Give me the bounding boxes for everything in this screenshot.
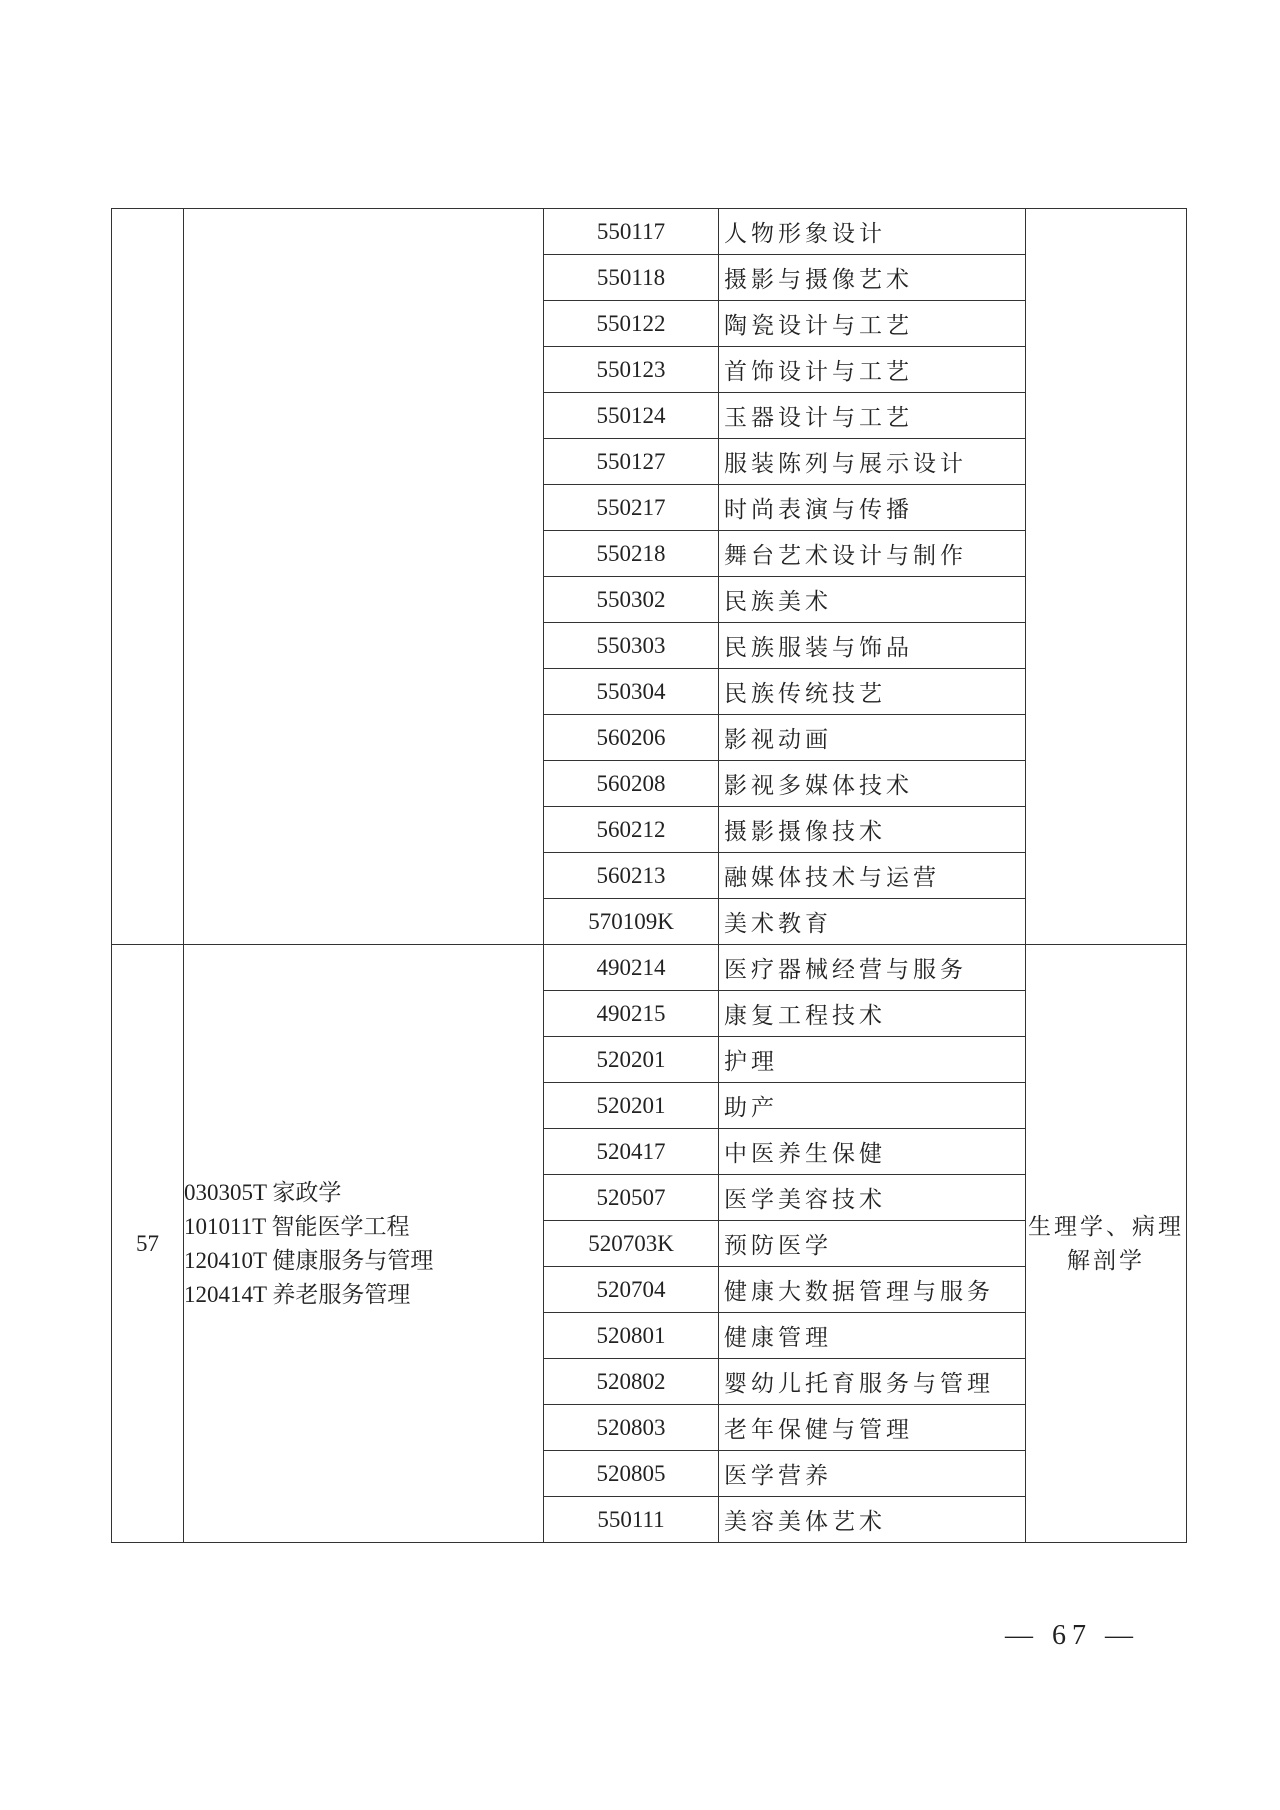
vocational-code: 550304 <box>544 669 719 715</box>
vocational-name: 医疗器械经营与服务 <box>719 945 1026 991</box>
vocational-code: 490214 <box>544 945 719 991</box>
vocational-code: 520201 <box>544 1037 719 1083</box>
vocational-name: 服装陈列与展示设计 <box>719 439 1026 485</box>
vocational-name: 健康大数据管理与服务 <box>719 1267 1026 1313</box>
undergrad-majors <box>184 945 544 1543</box>
vocational-code: 550127 <box>544 439 719 485</box>
undergrad-major: 120414T 养老服务管理 <box>184 1281 411 1307</box>
group-number-cell <box>112 209 184 945</box>
vocational-code: 550111 <box>544 1497 719 1543</box>
vocational-name: 影视多媒体技术 <box>719 761 1026 807</box>
vocational-name: 玉器设计与工艺 <box>719 393 1026 439</box>
vocational-name: 影视动画 <box>719 715 1026 761</box>
vocational-name: 中医养生保健 <box>719 1129 1026 1175</box>
group-number: 57 <box>112 945 184 1543</box>
vocational-code: 520802 <box>544 1359 719 1405</box>
vocational-name: 医学美容技术 <box>719 1175 1026 1221</box>
vocational-code: 550218 <box>544 531 719 577</box>
vocational-code: 550303 <box>544 623 719 669</box>
vocational-name: 美术教育 <box>719 899 1026 945</box>
vocational-code: 520507 <box>544 1175 719 1221</box>
vocational-code: 550217 <box>544 485 719 531</box>
vocational-name: 健康管理 <box>719 1313 1026 1359</box>
vocational-code: 520805 <box>544 1451 719 1497</box>
table-row <box>112 945 1187 991</box>
vocational-name: 老年保健与管理 <box>719 1405 1026 1451</box>
vocational-name: 首饰设计与工艺 <box>719 347 1026 393</box>
exam-course <box>1026 945 1187 1543</box>
vocational-name: 民族服装与饰品 <box>719 623 1026 669</box>
vocational-name: 陶瓷设计与工艺 <box>719 301 1026 347</box>
vocational-name: 预防医学 <box>719 1221 1026 1267</box>
vocational-name: 人物形象设计 <box>719 209 1026 255</box>
vocational-code: 550302 <box>544 577 719 623</box>
vocational-code: 520801 <box>544 1313 719 1359</box>
vocational-code: 570109K <box>544 899 719 945</box>
course-cell <box>1026 209 1187 945</box>
vocational-code: 550118 <box>544 255 719 301</box>
vocational-code: 490215 <box>544 991 719 1037</box>
vocational-name: 医学营养 <box>719 1451 1026 1497</box>
vocational-name: 融媒体技术与运营 <box>719 853 1026 899</box>
undergrad-major: 101011T 智能医学工程 <box>184 1213 410 1239</box>
vocational-code: 520704 <box>544 1267 719 1313</box>
vocational-name: 时尚表演与传播 <box>719 485 1026 531</box>
vocational-code: 550122 <box>544 301 719 347</box>
vocational-code: 550123 <box>544 347 719 393</box>
undergrad-majors-cell <box>184 209 544 945</box>
vocational-name: 民族传统技艺 <box>719 669 1026 715</box>
vocational-name: 康复工程技术 <box>719 991 1026 1037</box>
vocational-name: 婴幼儿托育服务与管理 <box>719 1359 1026 1405</box>
page-number: — 67 — <box>1005 1620 1139 1651</box>
vocational-code: 560213 <box>544 853 719 899</box>
vocational-code: 550124 <box>544 393 719 439</box>
table-row <box>112 209 1187 255</box>
undergrad-major: 120410T 健康服务与管理 <box>184 1247 434 1273</box>
vocational-code: 560212 <box>544 807 719 853</box>
vocational-name: 美容美体艺术 <box>719 1497 1026 1543</box>
vocational-code: 550117 <box>544 209 719 255</box>
vocational-name: 护理 <box>719 1037 1026 1083</box>
exam-course-text: 生理学、病理 <box>1028 1213 1184 1239</box>
vocational-code: 520417 <box>544 1129 719 1175</box>
vocational-code: 560206 <box>544 715 719 761</box>
vocational-code: 520803 <box>544 1405 719 1451</box>
undergrad-major: 030305T 家政学 <box>184 1179 342 1205</box>
vocational-code: 520201 <box>544 1083 719 1129</box>
major-table <box>111 208 1187 1543</box>
vocational-name: 助产 <box>719 1083 1026 1129</box>
vocational-name: 民族美术 <box>719 577 1026 623</box>
exam-course-text: 解剖学 <box>1067 1247 1145 1273</box>
vocational-name: 摄影摄像技术 <box>719 807 1026 853</box>
vocational-code: 520703K <box>544 1221 719 1267</box>
vocational-name: 摄影与摄像艺术 <box>719 255 1026 301</box>
vocational-code: 560208 <box>544 761 719 807</box>
vocational-name: 舞台艺术设计与制作 <box>719 531 1026 577</box>
